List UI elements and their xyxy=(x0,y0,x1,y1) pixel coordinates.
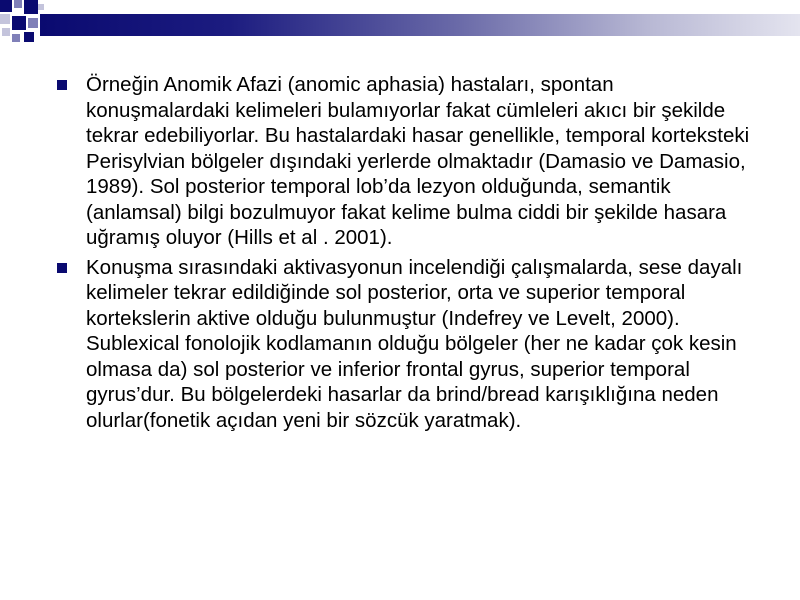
bullet-text: Konuşma sırasındaki aktivasyonun incelendiği çalışmalarda, sese dayalı kelimeler tekrar edildiğinde sol posterior, orta ve superior temporal kortekslerin aktive olduğu bulunmuştur (Indefrey ve Levelt, 2000). Sublexical fonolojik kodlamanın olduğu bölgeler (her ne kadar çok kesin olmasa da) sol posterior ve inferior frontal gyrus, superior temporal gyrus’dur. Bu bölgelerdeki hasarlar da brind/bread karışıklığına neden olurlar(fonetik açıdan yeni bir sözcük yaratmak). xyxy=(86,255,743,432)
decor-square xyxy=(38,4,44,10)
bullet-item xyxy=(52,255,762,434)
square-bullet-icon xyxy=(57,80,67,90)
decor-square xyxy=(12,34,20,42)
decor-square xyxy=(14,0,22,8)
decor-square xyxy=(28,18,38,28)
decor-square xyxy=(24,0,38,14)
decor-square xyxy=(24,32,34,42)
header-decoration xyxy=(0,0,800,48)
decor-square xyxy=(0,0,12,12)
bullet-item xyxy=(52,72,762,251)
decor-square xyxy=(0,14,10,24)
decor-square xyxy=(2,28,10,36)
bullet-text: Örneğin Anomik Afazi (anomic aphasia) hastaları, spontan konuşmalardaki kelimeleri bulamıyorlar fakat cümleleri akıcı bir şekilde tekrar edebiliyorlar. Bu hastalardaki hasar genellikle, temporal korteksteki Perisylvian bölgeler dışındaki yerlerde olmaktadır (Damasio ve Damasio, 1989). Sol posterior temporal lob’da lezyon olduğunda, semantik (anlamsal) bilgi bozulmuyor fakat kelime bulma ciddi bir şekilde hasara uğramış oluyor (Hills et al . 2001). xyxy=(86,73,750,249)
header-gradient-bar xyxy=(40,14,800,36)
bullet-list xyxy=(52,72,762,437)
square-bullet-icon xyxy=(57,263,67,273)
decor-square xyxy=(12,16,26,30)
